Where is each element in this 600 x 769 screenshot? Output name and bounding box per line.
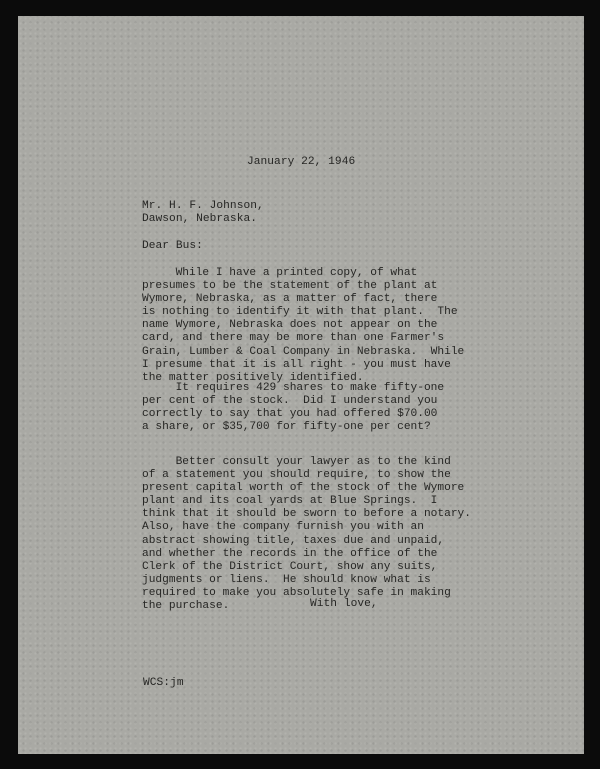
paragraph-2: [142, 382, 444, 434]
recipient-name: Mr. H. F. Johnson,: [142, 200, 264, 212]
paragraph-line: It requires 429 shares to make fifty-one: [142, 382, 445, 394]
paragraph-line: card, and there may be more than one Farmer's: [142, 332, 445, 345]
paragraph-line: correctly to say that you had offered $70.00: [142, 408, 438, 421]
paragraph-line: name Wymore, Nebraska does not appear on the: [142, 319, 438, 332]
paragraph-line: think that it should be sworn to before a notary.: [142, 508, 471, 521]
paragraph-line: Wymore, Nebraska, as a matter of fact, there: [142, 293, 438, 306]
letter-date: January 22, 1946: [247, 156, 356, 168]
paragraph-line: and whether the records in the office of the: [142, 547, 438, 560]
paragraph-line: presumes to be the statement of the plant at: [142, 280, 438, 293]
paragraph-line: Grain, Lumber & Coal Company in Nebraska. While: [142, 345, 465, 358]
paragraph-line: the purchase.: [142, 600, 230, 613]
paragraph-line: a share, or $35,700 for fifty-one per cent?: [142, 421, 431, 434]
letter-page: [18, 16, 584, 754]
recipient-city: Dawson, Nebraska.: [142, 213, 257, 225]
paragraph-line: I presume that it is all right - you must have: [142, 358, 451, 371]
paragraph-line: Better consult your lawyer as to the kind: [142, 456, 451, 468]
paragraph-line: per cent of the stock. Did I understand you: [142, 395, 438, 408]
paragraph-line: is nothing to identify it with that plant. The: [142, 306, 458, 319]
paragraph-line: Clerk of the District Court, show any suits,: [142, 560, 438, 573]
paragraph-line: present capital worth of the stock of the Wymore: [142, 482, 465, 495]
paragraph-line: plant and its coal yards at Blue Springs. I: [142, 495, 438, 508]
typist-initials: WCS:jm: [143, 677, 184, 689]
paragraph-line: Also, have the company furnish you with an: [142, 521, 424, 534]
closing: With love,: [310, 598, 378, 610]
salutation: Dear Bus:: [142, 240, 203, 252]
paragraph-line: the matter positively identified.: [142, 371, 364, 384]
paragraph-line: abstract showing title, taxes due and unpaid,: [142, 534, 445, 547]
paragraph-1: [142, 267, 464, 385]
paragraph-3: [142, 456, 471, 613]
paragraph-line: required to make you absolutely safe in making: [142, 586, 451, 599]
paragraph-line: judgments or liens. He should know what is: [142, 573, 431, 586]
paragraph-line: While I have a printed copy, of what: [142, 267, 418, 279]
paragraph-line: of a statement you should require, to show the: [142, 469, 451, 482]
